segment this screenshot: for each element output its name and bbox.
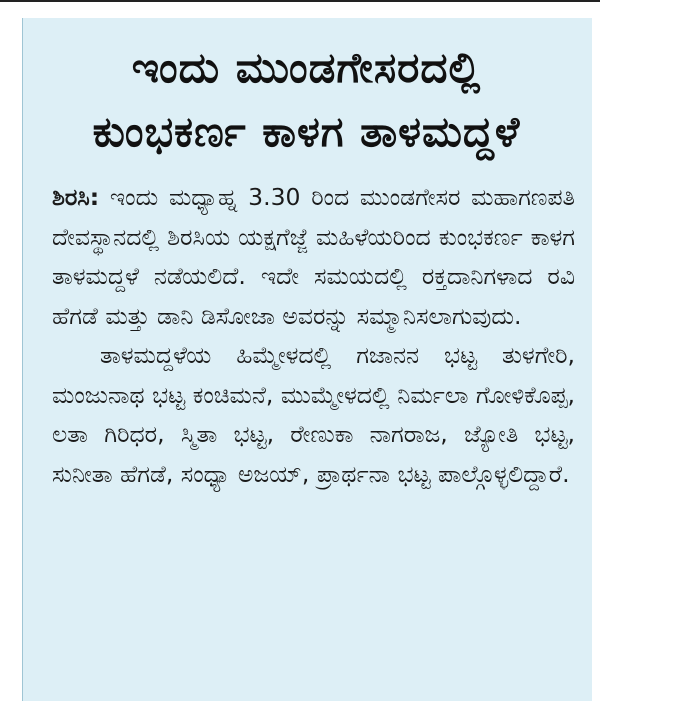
- article-body: [52, 178, 575, 494]
- paragraph-1: [52, 178, 575, 336]
- dateline: ಶಿರಸಿ:: [52, 183, 100, 211]
- headline: [22, 36, 591, 164]
- paragraph-1-text: ಇಂದು ಮಧ್ಯಾಹ್ನ 3.30 ರಿಂದ ಮುಂಡಗೇಸರ ಮಹಾಗಣಪತಿ ದೇವಸ್ಥಾನದಲ್ಲಿ ಶಿರಸಿಯ ಯಕ್ಷಗೆಜ್ಜೆ ಮಹಿಳೆಯರಿಂದ ಕುಂಭಕರ್ಣ ಕಾಳಗ ತಾಳಮದ್ದಳೆ ನಡೆಯಲಿದೆ. ಇದೇ ಸಮಯದಲ್ಲಿ ರಕ್ತದಾನಿಗಳಾದ ರವಿ ಹೆಗಡೆ ಮತ್ತು ಡಾನಿ ಡಿಸೋಜಾ ಅವರನ್ನು ಸಮ್ಮಾನಿಸಲಾಗುವುದು.: [52, 183, 575, 330]
- paragraph-2: ತಾಳಮದ್ದಳೆಯ ಹಿಮ್ಮೇಳದಲ್ಲಿ ಗಜಾನನ ಭಟ್ಟ ತುಳಗೇರಿ, ಮಂಜುನಾಥ ಭಟ್ಟ ಕಂಚಿಮನೆ, ಮುಮ್ಮೇಳದಲ್ಲಿ ನಿರ್ಮಲಾ ಗೋಳಿಕೊಪ್ಪ, ಲತಾ ಗಿರಿಧರ, ಸ್ಮಿತಾ ಭಟ್ಟ, ರೇಣುಕಾ ನಾಗರಾಜ, ಜ್ಯೋತಿ ಭಟ್ಟ, ಸುನೀತಾ ಹೆಗಡೆ, ಸಂಧ್ಯಾ ಅಜಯ್, ಪ್ರಾರ್ಥನಾ ಭಟ್ಟ ಪಾಲ್ಗೊಳ್ಳಲಿದ್ದಾರೆ.: [52, 341, 575, 488]
- headline-line-2: ಕುಂಭಕರ್ಣ ಕಾಳಗ ತಾಳಮದ್ದಳೆ: [92, 107, 521, 156]
- top-rule: [0, 0, 600, 2]
- headline-line-1: ಇಂದು ಮುಂಡಗೇಸರದಲ್ಲಿ: [131, 43, 482, 92]
